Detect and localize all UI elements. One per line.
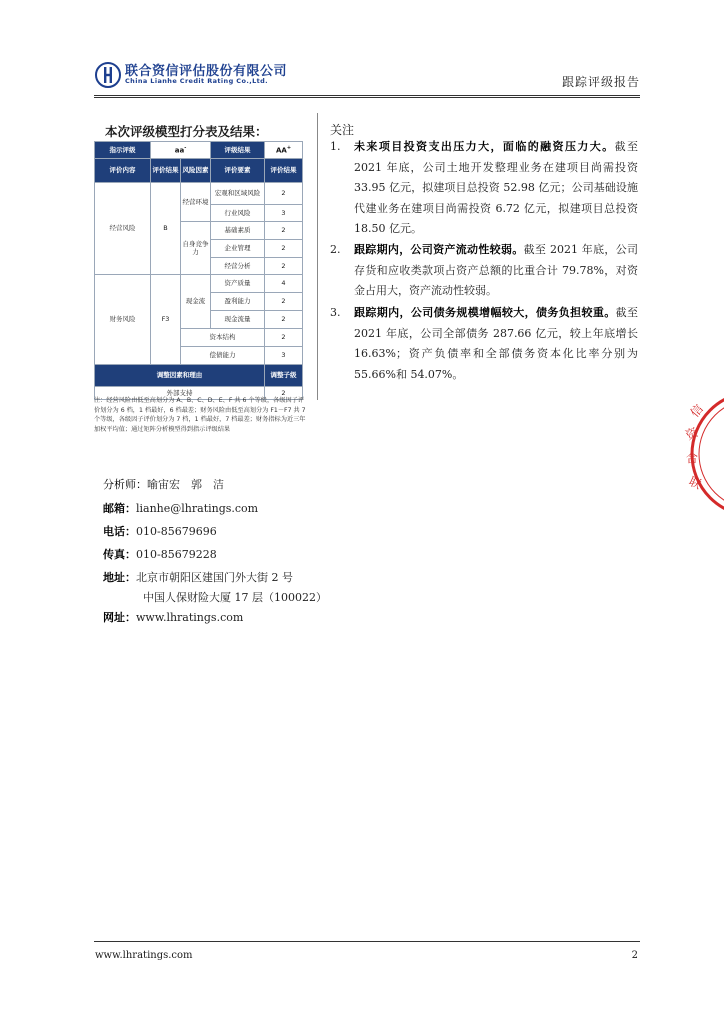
table-footnote: 注：经营风险由低至高划分为 A、B、C、D、E、F 共 6 个等级，各级因子评价划分为 6 档，1 档最好，6 档最差；财务风险由低至高划分为 F1－F7 共 7 个等级，各级因子评价划分为 7 档，1 档最好，7 档最差；财务指标为近三年加权平均值；通过矩阵分析模型得到指示评级结果	[94, 397, 306, 433]
header-divider	[94, 95, 640, 96]
svg-text:信: 信	[687, 401, 707, 420]
report-type: 跟踪评级报告	[561, 75, 640, 89]
element-name: 盈利能力	[211, 293, 265, 311]
element-score: 3	[265, 205, 303, 222]
item-number: 2.	[330, 243, 341, 256]
address-line	[103, 569, 293, 585]
page-number: 2	[631, 950, 638, 961]
item-heading: 未来项目投资支出压力大，面临的融资压力大。	[354, 140, 615, 153]
rating-result-label: 评级结果	[211, 142, 265, 159]
attention-item-2	[330, 240, 638, 302]
indicative-rating-value: aa-	[151, 142, 211, 159]
element-score: 2	[265, 222, 303, 240]
company-name-en: China Lianhe Credit Rating Co.,Ltd.	[125, 77, 269, 85]
web-link[interactable]: www.lhratings.com	[136, 611, 244, 624]
business-risk-label: 经营风险	[95, 183, 151, 275]
element-score: 2	[265, 311, 303, 329]
fax-number: 010-85679228	[136, 548, 217, 561]
factor-operating-env: 经营环境	[181, 183, 211, 222]
element-name: 基础素质	[211, 222, 265, 240]
web-line	[103, 609, 243, 625]
rating-result-value: AA+	[265, 142, 303, 159]
analyst-names: 喻宙宏 郭 洁	[147, 478, 224, 491]
factor-competitiveness: 自身竞争力	[181, 222, 211, 275]
element-score: 4	[265, 275, 303, 293]
element-score: 2	[265, 258, 303, 275]
analyst-line	[103, 476, 224, 492]
item-text: 截至 2021 年底，公司土地开发整理业务在建项目尚需投资 33.95 亿元，拟建项目总投资 52.98 亿元；公司基础设施代建业务在建项目尚需投资 6.72 亿元，拟建项目总投资 18.50 亿元。	[354, 140, 639, 235]
score-table-title: 本次评级模型打分表及结果：	[105, 124, 268, 139]
factor-cash-flow: 现金流	[181, 275, 211, 329]
adjustment-item: 外部支持	[95, 387, 265, 400]
analyst-label: 分析师：	[103, 478, 147, 491]
phone-label: 电话：	[103, 525, 136, 538]
col-header-element: 评价要素	[211, 159, 265, 183]
phone-number: 010-85679696	[136, 525, 217, 538]
attention-title: 关注	[330, 123, 355, 137]
adjustment-header: 调整因素和理由	[95, 365, 265, 387]
element-name: 偿债能力	[181, 347, 265, 365]
address-label: 地址：	[103, 571, 136, 584]
fax-line	[103, 546, 217, 562]
web-label: 网址：	[103, 611, 136, 624]
col-header-content: 评价内容	[95, 159, 151, 183]
seal-icon	[676, 388, 724, 520]
adjustment-sub-header: 调整子级	[265, 365, 303, 387]
footer-divider	[94, 941, 640, 942]
element-name: 经营分析	[211, 258, 265, 275]
attention-item-1	[330, 137, 638, 240]
element-name: 宏观和区域风险	[211, 183, 265, 205]
address-line-2: 中国人保财险大厦 17 层（100022）	[143, 591, 327, 604]
financial-risk-result: F3	[151, 275, 181, 365]
element-name: 资本结构	[181, 329, 265, 347]
fax-label: 传真：	[103, 548, 136, 561]
element-score: 2	[265, 293, 303, 311]
address-line-1: 北京市朝阳区建国门外大街 2 号	[136, 571, 293, 584]
financial-risk-label: 财务风险	[95, 275, 151, 365]
column-divider	[317, 113, 318, 400]
item-heading: 跟踪期内，公司资产流动性较弱。	[354, 243, 524, 256]
svg-text:合: 合	[686, 451, 699, 465]
adjustment-value: 2	[265, 387, 303, 400]
element-score: 2	[265, 183, 303, 205]
company-seal	[676, 388, 724, 520]
element-score: 3	[265, 347, 303, 365]
company-name-cn: 联合资信评估股份有限公司	[125, 64, 288, 79]
email-line	[103, 500, 258, 516]
element-score: 2	[265, 240, 303, 258]
item-number: 1.	[330, 140, 341, 153]
element-score: 2	[265, 329, 303, 347]
item-number: 3.	[330, 306, 341, 319]
col-header-result: 评价结果	[151, 159, 181, 183]
header-divider-secondary	[94, 97, 640, 98]
item-text: 截至 2021 年底，公司全部债务 287.66 亿元，较上年底增长 16.63%；资产负债率和全部债务资本化比率分别为 55.66%和 54.07%。	[354, 306, 638, 381]
footer-website[interactable]: www.lhratings.com	[95, 950, 193, 961]
svg-text:资: 资	[683, 424, 701, 443]
item-text: 截至 2021 年底，公司存货和应收类款项占资产总额的比重合计 79.78%，对资金占用大，资产流动性较弱。	[354, 243, 638, 297]
rating-score-table	[94, 141, 303, 400]
col-header-factor: 风险因素	[181, 159, 211, 183]
item-heading: 跟踪期内，公司债务规模增幅较大，债务负担较重。	[354, 306, 616, 319]
element-name: 现金流量	[211, 311, 265, 329]
element-name: 企业管理	[211, 240, 265, 258]
element-name: 资产质量	[211, 275, 265, 293]
phone-line	[103, 523, 217, 539]
email-link[interactable]: lianhe@lhratings.com	[136, 502, 259, 515]
email-label: 邮箱：	[103, 502, 136, 515]
col-header-element-result: 评价结果	[265, 159, 303, 183]
lianhe-logo-icon	[95, 62, 121, 88]
attention-item-3	[330, 303, 638, 385]
indicative-rating-label: 指示评级	[95, 142, 151, 159]
business-risk-result: B	[151, 183, 181, 275]
element-name: 行业风险	[211, 205, 265, 222]
company-logo	[95, 60, 295, 90]
svg-text:联: 联	[686, 474, 704, 492]
